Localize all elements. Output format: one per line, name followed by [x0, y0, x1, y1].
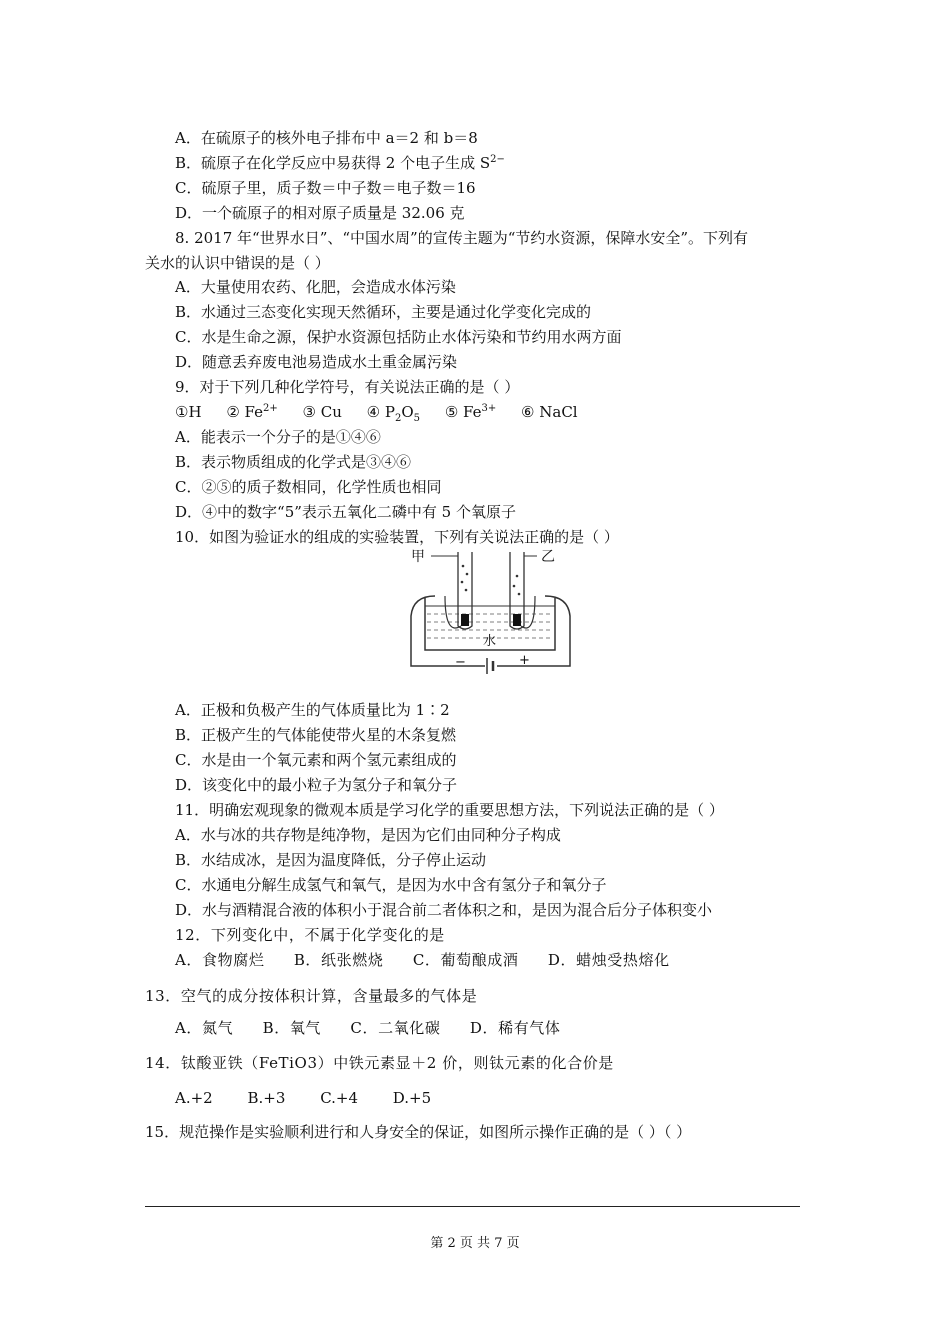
q8-stem-line2: 关水的认识中错误的是（ ）: [145, 254, 330, 272]
q8-stem-line1: 8. 2017 年“世界水日”、“中国水周”的宣传主题为“节约水资源，保障水安全”。下列有: [175, 229, 749, 247]
label-jia: 甲: [411, 549, 425, 565]
q11-stem: 11．明确宏观现象的微观本质是学习化学的重要思想方法，下列说法正确的是（ ）: [175, 801, 724, 819]
q13-options: [175, 1018, 585, 1038]
symbol-4: ④ $P_2O_5$: [366, 403, 421, 424]
q11-option-b: B．水结成冰，是因为温度降低，分子停止运动: [175, 851, 487, 869]
label-water: 水: [483, 634, 497, 649]
q9-option-c: C．②⑤的质子数相同，化学性质也相同: [175, 478, 442, 496]
q9-option-d: D．④中的数字“5”表示五氧化二磷中有 5 个氧原子: [175, 503, 516, 521]
electrolysis-diagram: [405, 546, 575, 676]
q10-stem: 10．如图为验证水的组成的实验装置，下列有关说法正确的是（ ）: [175, 528, 619, 546]
q12-option-b: B．纸张燃烧: [293, 951, 384, 969]
q14-options: [175, 1088, 461, 1108]
q14-option-d: D.+5: [392, 1089, 432, 1107]
label-yi: 乙: [541, 549, 555, 565]
q10-option-a: A．正极和负极产生的气体质量比为 1∶2: [175, 701, 450, 719]
q13-option-a: A．氮气: [175, 1019, 234, 1037]
q12-option-a: A．食物腐烂: [175, 951, 265, 969]
q7-option-b: B．硫原子在化学反应中易获得 2 个电子生成 $S^{2-}$: [175, 154, 505, 172]
q13-option-b: B．氧气: [262, 1019, 322, 1037]
q8-option-d: D．随意丢弃废电池易造成水土重金属污染: [175, 353, 458, 371]
symbol-5: ⑤ $Fe^{3+}$: [444, 403, 497, 421]
symbol-2: ② $Fe^{2+}$: [226, 403, 278, 421]
symbol-1: ①H: [175, 403, 202, 421]
q14-option-b: B.+3: [247, 1089, 286, 1107]
q12-option-c: C．葡萄酿成酒: [412, 951, 519, 969]
footer-divider: [145, 1206, 800, 1207]
q13-option-c: C．二氧化碳: [350, 1019, 441, 1037]
symbol-3: ③ Cu: [302, 403, 342, 421]
symbol-6: ⑥ NaCl: [521, 403, 578, 421]
q7-option-c: C．硫原子里，质子数＝中子数＝电子数＝16: [175, 179, 476, 197]
q11-option-c: C．水通电分解生成氢气和氧气，是因为水中含有氢分子和氧分子: [175, 876, 607, 894]
label-negative: −: [455, 655, 466, 670]
q12-option-d: D．蜡烛受热熔化: [547, 951, 670, 969]
q7-option-d: D．一个硫原子的相对原子质量是 32.06 克: [175, 204, 465, 222]
q9-option-a: A．能表示一个分子的是①④⑥: [175, 428, 381, 446]
q10-option-d: D．该变化中的最小粒子为氢分子和氧分子: [175, 776, 458, 794]
q7-option-a: A．在硫原子的核外电子排布中 a＝2 和 b＝8: [175, 129, 478, 147]
q9-stem: 9．对于下列几种化学符号，有关说法正确的是（ ）: [175, 378, 520, 396]
q8-option-b: B．水通过三态变化实现天然循环，主要是通过化学变化完成的: [175, 303, 592, 321]
q12-options: [175, 950, 694, 970]
q13-stem: 13．空气的成分按体积计算，含量最多的气体是: [145, 987, 478, 1005]
q15-stem: 15．规范操作是实验顺利进行和人身安全的保证，如图所示操作正确的是（ ）（ ）: [145, 1123, 692, 1141]
q11-option-a: A．水与冰的共存物是纯净物，是因为它们由同种分子构成: [175, 826, 561, 844]
q13-option-d: D．稀有气体: [469, 1019, 561, 1037]
q10-option-b: B．正极产生的气体能使带火星的木条复燃: [175, 726, 457, 744]
q12-stem: 12．下列变化中，不属于化学变化的是: [175, 926, 445, 944]
q11-option-d: D．水与酒精混合液的体积小于混合前二者体积之和，是因为混合后分子体积变小: [175, 901, 713, 919]
q14-option-c: C.+4: [320, 1089, 359, 1107]
q14-option-a: A.+2: [175, 1089, 213, 1107]
q9-symbols: [175, 402, 598, 422]
label-positive: +: [519, 653, 530, 668]
q8-option-a: A．大量使用农药、化肥，会造成水体污染: [175, 278, 456, 296]
q14-stem: 14．钛酸亚铁（FeTiO3）中铁元素显＋2 价，则钛元素的化合价是: [145, 1054, 614, 1072]
q9-option-b: B．表示物质组成的化学式是③④⑥: [175, 453, 412, 471]
page-number: 第 2 页 共 7 页: [430, 1236, 520, 1251]
q10-option-c: C．水是由一个氧元素和两个氢元素组成的: [175, 751, 457, 769]
q8-option-c: C．水是生命之源，保护水资源包括防止水体污染和节约用水两方面: [175, 328, 622, 346]
